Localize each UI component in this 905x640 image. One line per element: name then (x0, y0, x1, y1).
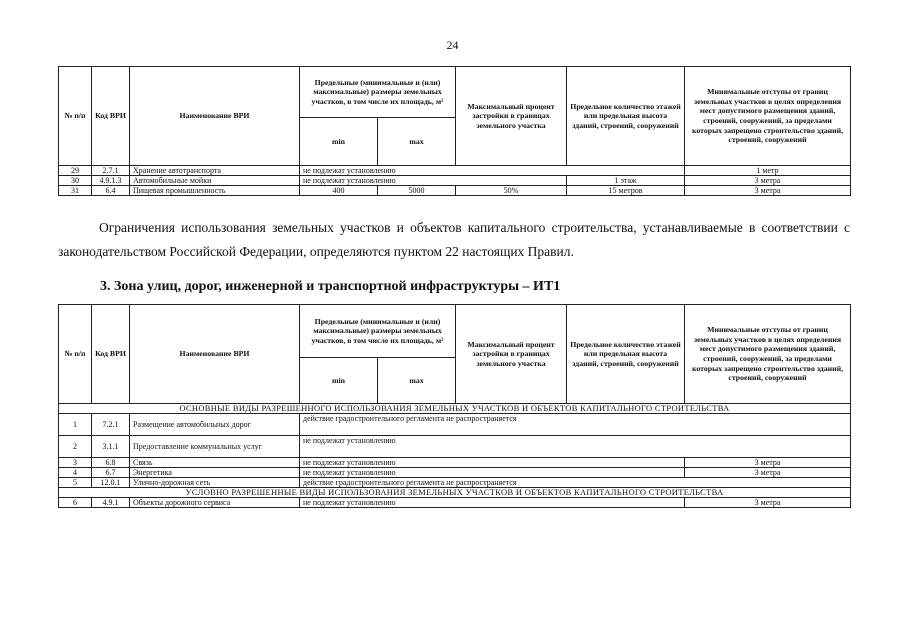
header-setbacks: Минимальные отступы от границ земельных участков в целях определения мест допустимого размещения зданий, строений, сооружений, за пределами которых запрещено строительство зданий, строений, сооружений (685, 305, 851, 404)
header-code: Код ВРИ (92, 305, 130, 404)
table-row (59, 176, 851, 186)
header-num: № п/п (59, 305, 92, 404)
group-header-conditional (59, 488, 851, 498)
cell-num: 5 (59, 478, 92, 488)
group-header-main (59, 404, 851, 414)
cell-num: 4 (59, 468, 92, 478)
cell-name: Энергетика (130, 468, 300, 478)
table-row (59, 498, 851, 508)
cell-note: не подлежат установлению (300, 458, 685, 468)
table-row (59, 468, 851, 478)
cell-note: не подлежат установлению (300, 166, 685, 176)
cell-code: 4.9.1 (92, 498, 130, 508)
cell-min: 400 (300, 186, 378, 196)
header-max-percent: Максимальный процент застройки в границах земельного участка (456, 67, 567, 166)
cell-note: действие градостроительного регламента не распространяется (300, 478, 851, 488)
cell-num: 1 (59, 414, 92, 436)
table-row (59, 478, 851, 488)
table-zone-previous (58, 66, 851, 196)
table-zone-it1 (58, 304, 851, 508)
cell-floors: 15 метров (567, 186, 685, 196)
table-row (59, 186, 851, 196)
cell-setback: 3 метра (685, 458, 851, 468)
header-floors: Предельное количество этажей или предельная высота зданий, строений, сооружений (567, 67, 685, 166)
header-max-percent: Максимальный процент застройки в границах земельного участка (456, 305, 567, 404)
page-number: 24 (446, 38, 459, 52)
cell-name: Пищевая промышленность (130, 186, 300, 196)
group-main-label: ОСНОВНЫЕ ВИДЫ РАЗРЕШЕННОГО ИСПОЛЬЗОВАНИЯ ЗЕМЕЛЬНЫХ УЧАСТКОВ И ОБЪЕКТОВ КАПИТАЛЬНОГО СТРОИТЕЛЬСТВА (59, 404, 851, 414)
cell-setback: 3 метра (685, 186, 851, 196)
cell-note: не подлежат установлению (300, 468, 685, 478)
cell-code: 7.2.1 (92, 414, 130, 436)
header-code: Код ВРИ (92, 67, 130, 166)
cell-num: 2 (59, 436, 92, 458)
header-setbacks: Минимальные отступы от границ земельных участков в целях определения мест допустимого размещения зданий, строений, сооружений, за пределами которых запрещено строительство зданий, строений, сооружений (685, 67, 851, 166)
cell-setback: 1 метр (685, 166, 851, 176)
cell-setback: 3 метра (685, 498, 851, 508)
cell-name: Улично-дорожная сеть (130, 478, 300, 488)
cell-num: 30 (59, 176, 92, 186)
restriction-paragraph: Ограничения использования земельных участков и объектов капитального строительства, устанавливаемые в соответствии с законодательством Российской Федерации, определяются пунктом 22 настоящих Правил. (58, 220, 850, 259)
cell-percent: 50% (456, 186, 567, 196)
header-size-limits: Предельные (минимальные и (или) максимальные) размеры земельных участков, в том числе их площадь, м² (300, 67, 456, 118)
header-name: Наименование ВРИ (130, 305, 300, 404)
cell-num: 31 (59, 186, 92, 196)
cell-name: Хранение автотранспорта (130, 166, 300, 176)
table-row (59, 436, 851, 458)
header-floors: Предельное количество этажей или предельная высота зданий, строений, сооружений (567, 305, 685, 404)
table-row (59, 166, 851, 176)
cell-note: не подлежат установлению (300, 436, 851, 458)
cell-code: 12.0.1 (92, 478, 130, 488)
cell-num: 29 (59, 166, 92, 176)
cell-floors: 1 этаж (567, 176, 685, 186)
cell-note: действие градостроительного регламента не распространяется (300, 414, 851, 436)
cell-code: 4.9.1.3 (92, 176, 130, 186)
cell-code: 6.7 (92, 468, 130, 478)
cell-note: не подлежат установлению (300, 176, 567, 186)
header-max: max (378, 358, 456, 404)
cell-code: 3.1.1 (92, 436, 130, 458)
table-row (59, 414, 851, 436)
cell-note: не подлежат установлению (300, 498, 685, 508)
cell-num: 6 (59, 498, 92, 508)
cell-setback: 3 метра (685, 468, 851, 478)
section-title: 3. Зона улиц, дорог, инженерной и транспортной инфраструктуры – ИТ1 (100, 279, 561, 294)
cell-max: 5000 (378, 186, 456, 196)
cell-code: 2.7.1 (92, 166, 130, 176)
table-row (59, 458, 851, 468)
cell-name: Предоставление коммунальных услуг (130, 436, 300, 458)
cell-name: Объекты дорожного сервиса (130, 498, 300, 508)
cell-name: Автомобильные мойки (130, 176, 300, 186)
header-num: № п/п (59, 67, 92, 166)
cell-name: Размещение автомобильных дорог (130, 414, 300, 436)
header-min: min (300, 118, 378, 166)
header-max: max (378, 118, 456, 166)
header-min: min (300, 358, 378, 404)
cell-name: Связь (130, 458, 300, 468)
cell-num: 3 (59, 458, 92, 468)
header-name: Наименование ВРИ (130, 67, 300, 166)
cell-setback: 3 метра (685, 176, 851, 186)
group-conditional-label: УСЛОВНО РАЗРЕШЕННЫЕ ВИДЫ ИСПОЛЬЗОВАНИЯ ЗЕМЕЛЬНЫХ УЧАСТКОВ И ОБЪЕКТОВ КАПИТАЛЬНОГО СТРОИТЕЛЬСТВА (59, 488, 851, 498)
header-size-limits: Предельные (минимальные и (или) максимальные) размеры земельных участков, в том числе их площадь, м² (300, 305, 456, 358)
cell-code: 6.8 (92, 458, 130, 468)
cell-code: 6.4 (92, 186, 130, 196)
